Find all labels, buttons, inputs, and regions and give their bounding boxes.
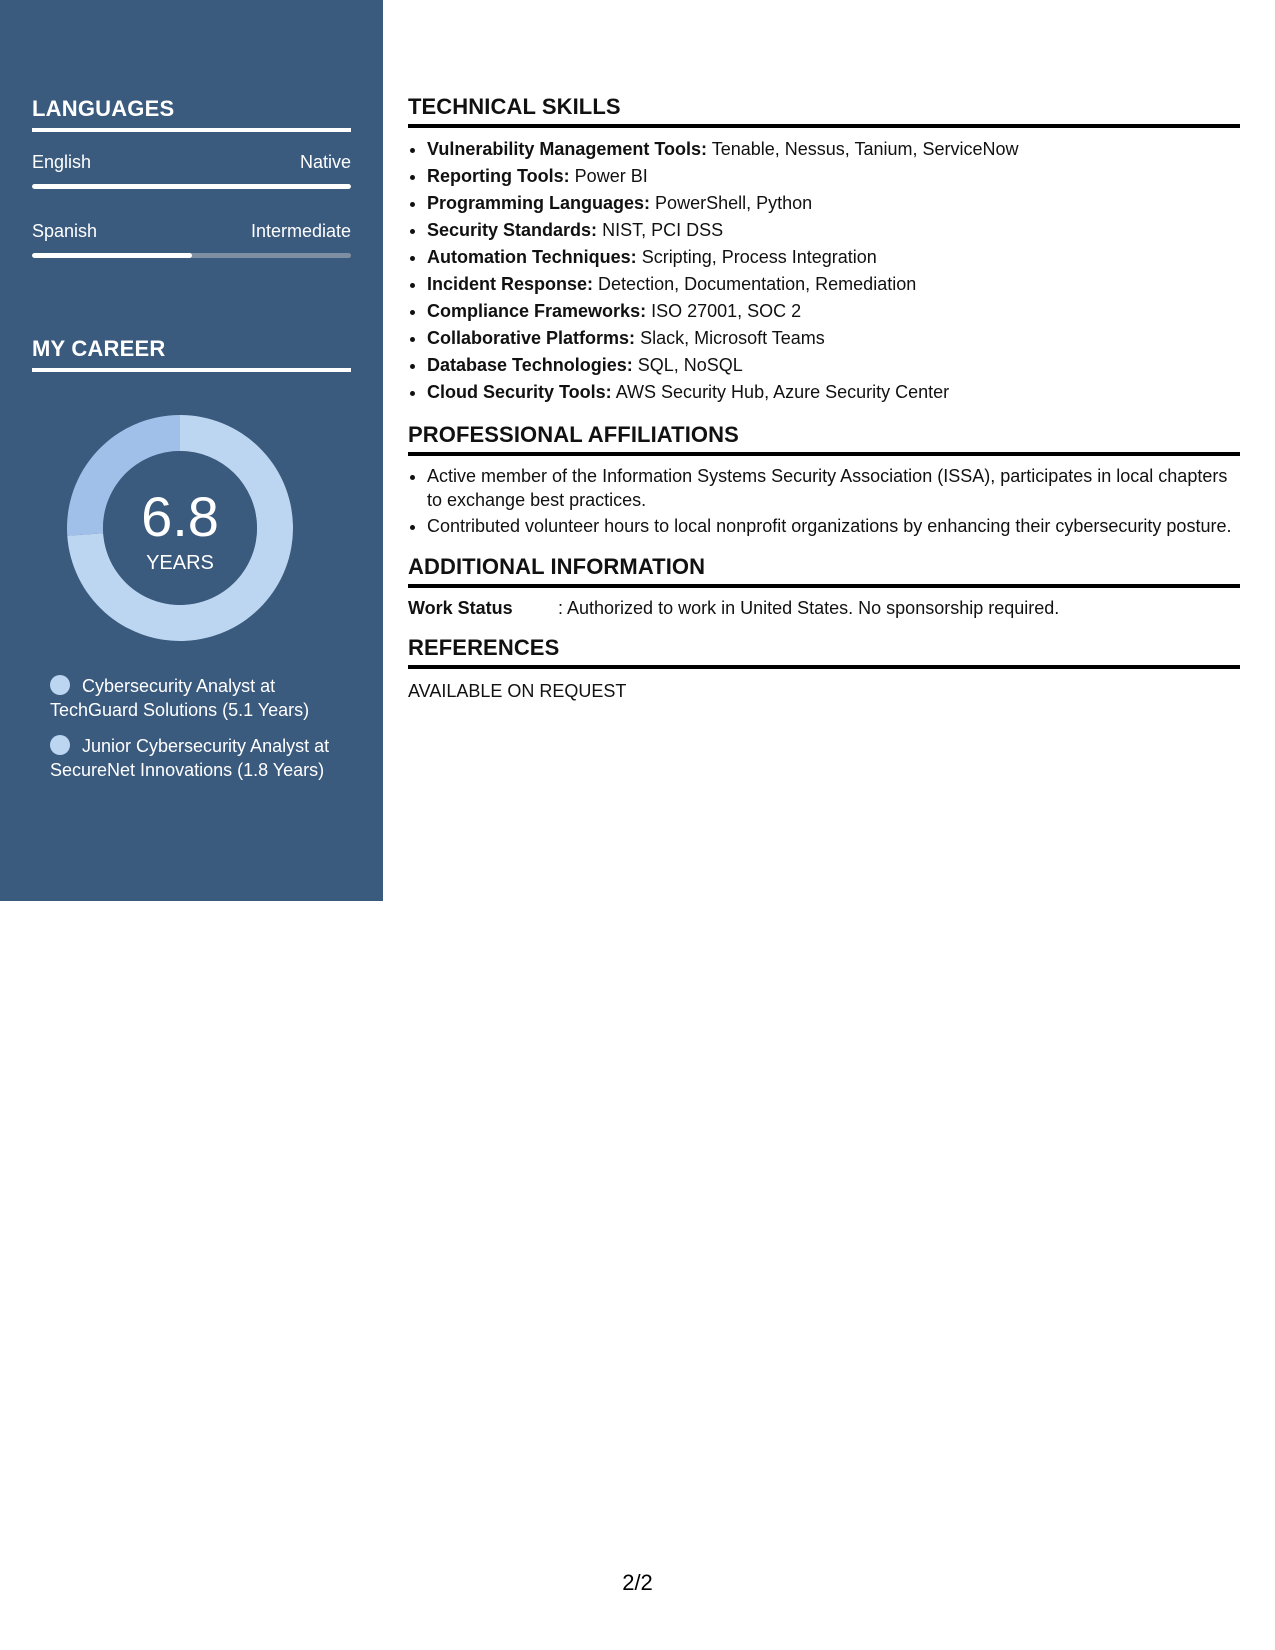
skill-item: [427, 271, 1240, 298]
skill-label: Vulnerability Management Tools:: [427, 139, 708, 159]
skill-label: Reporting Tools:: [427, 166, 570, 186]
affiliations-section: [408, 422, 1240, 538]
language-name: English: [32, 152, 92, 172]
page-number: 2/2: [622, 1570, 653, 1595]
language-name: Spanish: [32, 221, 98, 241]
skill-value: Tenable, Nessus, Tanium, ServiceNow: [711, 139, 1019, 159]
bullet-dot-icon: [50, 675, 70, 695]
skill-value: SQL, NoSQL: [637, 355, 743, 375]
sidebar: [0, 0, 383, 901]
technical-skills-section: [408, 94, 1240, 406]
career-list: [50, 674, 330, 794]
work-status-label: Work Status: [408, 598, 513, 618]
skill-value: PowerShell, Python: [655, 193, 813, 213]
skill-item: [427, 352, 1240, 379]
main-content: [408, 94, 1240, 718]
skills-list: [408, 136, 1240, 406]
work-status-value: : Authorized to work in United States. No sponsorship required.: [558, 598, 1060, 618]
career-heading: MY CAREER: [32, 336, 351, 372]
skill-label: Collaborative Platforms:: [427, 328, 636, 348]
skill-item: [427, 163, 1240, 190]
language-level: Native: [299, 152, 351, 172]
skill-value: Detection, Documentation, Remediation: [598, 274, 917, 294]
skill-item: [427, 244, 1240, 271]
skill-value: Power BI: [574, 166, 648, 186]
skill-label: Cloud Security Tools:: [427, 382, 612, 402]
affiliation-item: • Contributed volunteer hours to local nonprofit organizations by enhancing their cybersecurity posture.: [427, 514, 1240, 538]
skill-label: Security Standards:: [427, 220, 598, 240]
references-text: AVAILABLE ON REQUEST: [408, 681, 627, 701]
career-total-value: 6.8: [141, 485, 219, 548]
career-total-unit: YEARS: [146, 552, 214, 574]
skill-label: Database Technologies:: [427, 355, 633, 375]
skill-item: [427, 325, 1240, 352]
affiliations-list: [408, 464, 1240, 538]
career-item: [50, 674, 330, 722]
skill-value: NIST, PCI DSS: [602, 220, 724, 240]
skill-item: [427, 136, 1240, 163]
skill-item: [427, 217, 1240, 244]
career-item-text: Cybersecurity Analyst at TechGuard Solutions (5.1 Years): [50, 676, 310, 720]
skill-label: Programming Languages:: [427, 193, 651, 213]
skill-item: [427, 298, 1240, 325]
skill-item: [427, 379, 1240, 406]
technical-skills-heading: TECHNICAL SKILLS: [408, 94, 1240, 128]
affiliations-heading: PROFESSIONAL AFFILIATIONS: [408, 422, 1240, 456]
language-bar-spanish: [32, 253, 351, 258]
language-level: Intermediate: [250, 221, 351, 241]
bullet-dot-icon: [50, 735, 70, 755]
languages-heading: LANGUAGES: [32, 96, 351, 132]
skill-value: Scripting, Process Integration: [641, 247, 877, 267]
language-row-spanish: [32, 221, 351, 242]
career-item-text: Junior Cybersecurity Analyst at SecureNet Innovations (1.8 Years): [50, 736, 330, 780]
work-status-row: [408, 598, 1240, 619]
skill-item: [427, 190, 1240, 217]
skill-value: ISO 27001, SOC 2: [651, 301, 802, 321]
affiliation-item: • Active member of the Information Systems Security Association (ISSA), participates in local chapters to exchange best practices.: [427, 464, 1240, 512]
skill-label: Incident Response:: [427, 274, 594, 294]
references-heading: REFERENCES: [408, 635, 1240, 669]
language-bar-english: [32, 184, 351, 189]
language-bar-fill: [32, 184, 351, 189]
career-donut-chart: [67, 415, 293, 641]
additional-info-heading: ADDITIONAL INFORMATION: [408, 554, 1240, 588]
skill-label: Automation Techniques:: [427, 247, 637, 267]
language-row-english: [32, 152, 351, 173]
references-section: [408, 635, 1240, 702]
career-item: [50, 734, 330, 782]
language-bar-fill: [32, 253, 192, 258]
skill-value: Slack, Microsoft Teams: [640, 328, 825, 348]
skill-value: AWS Security Hub, Azure Security Center: [615, 382, 950, 402]
skill-label: Compliance Frameworks:: [427, 301, 647, 321]
additional-info-section: [408, 554, 1240, 619]
